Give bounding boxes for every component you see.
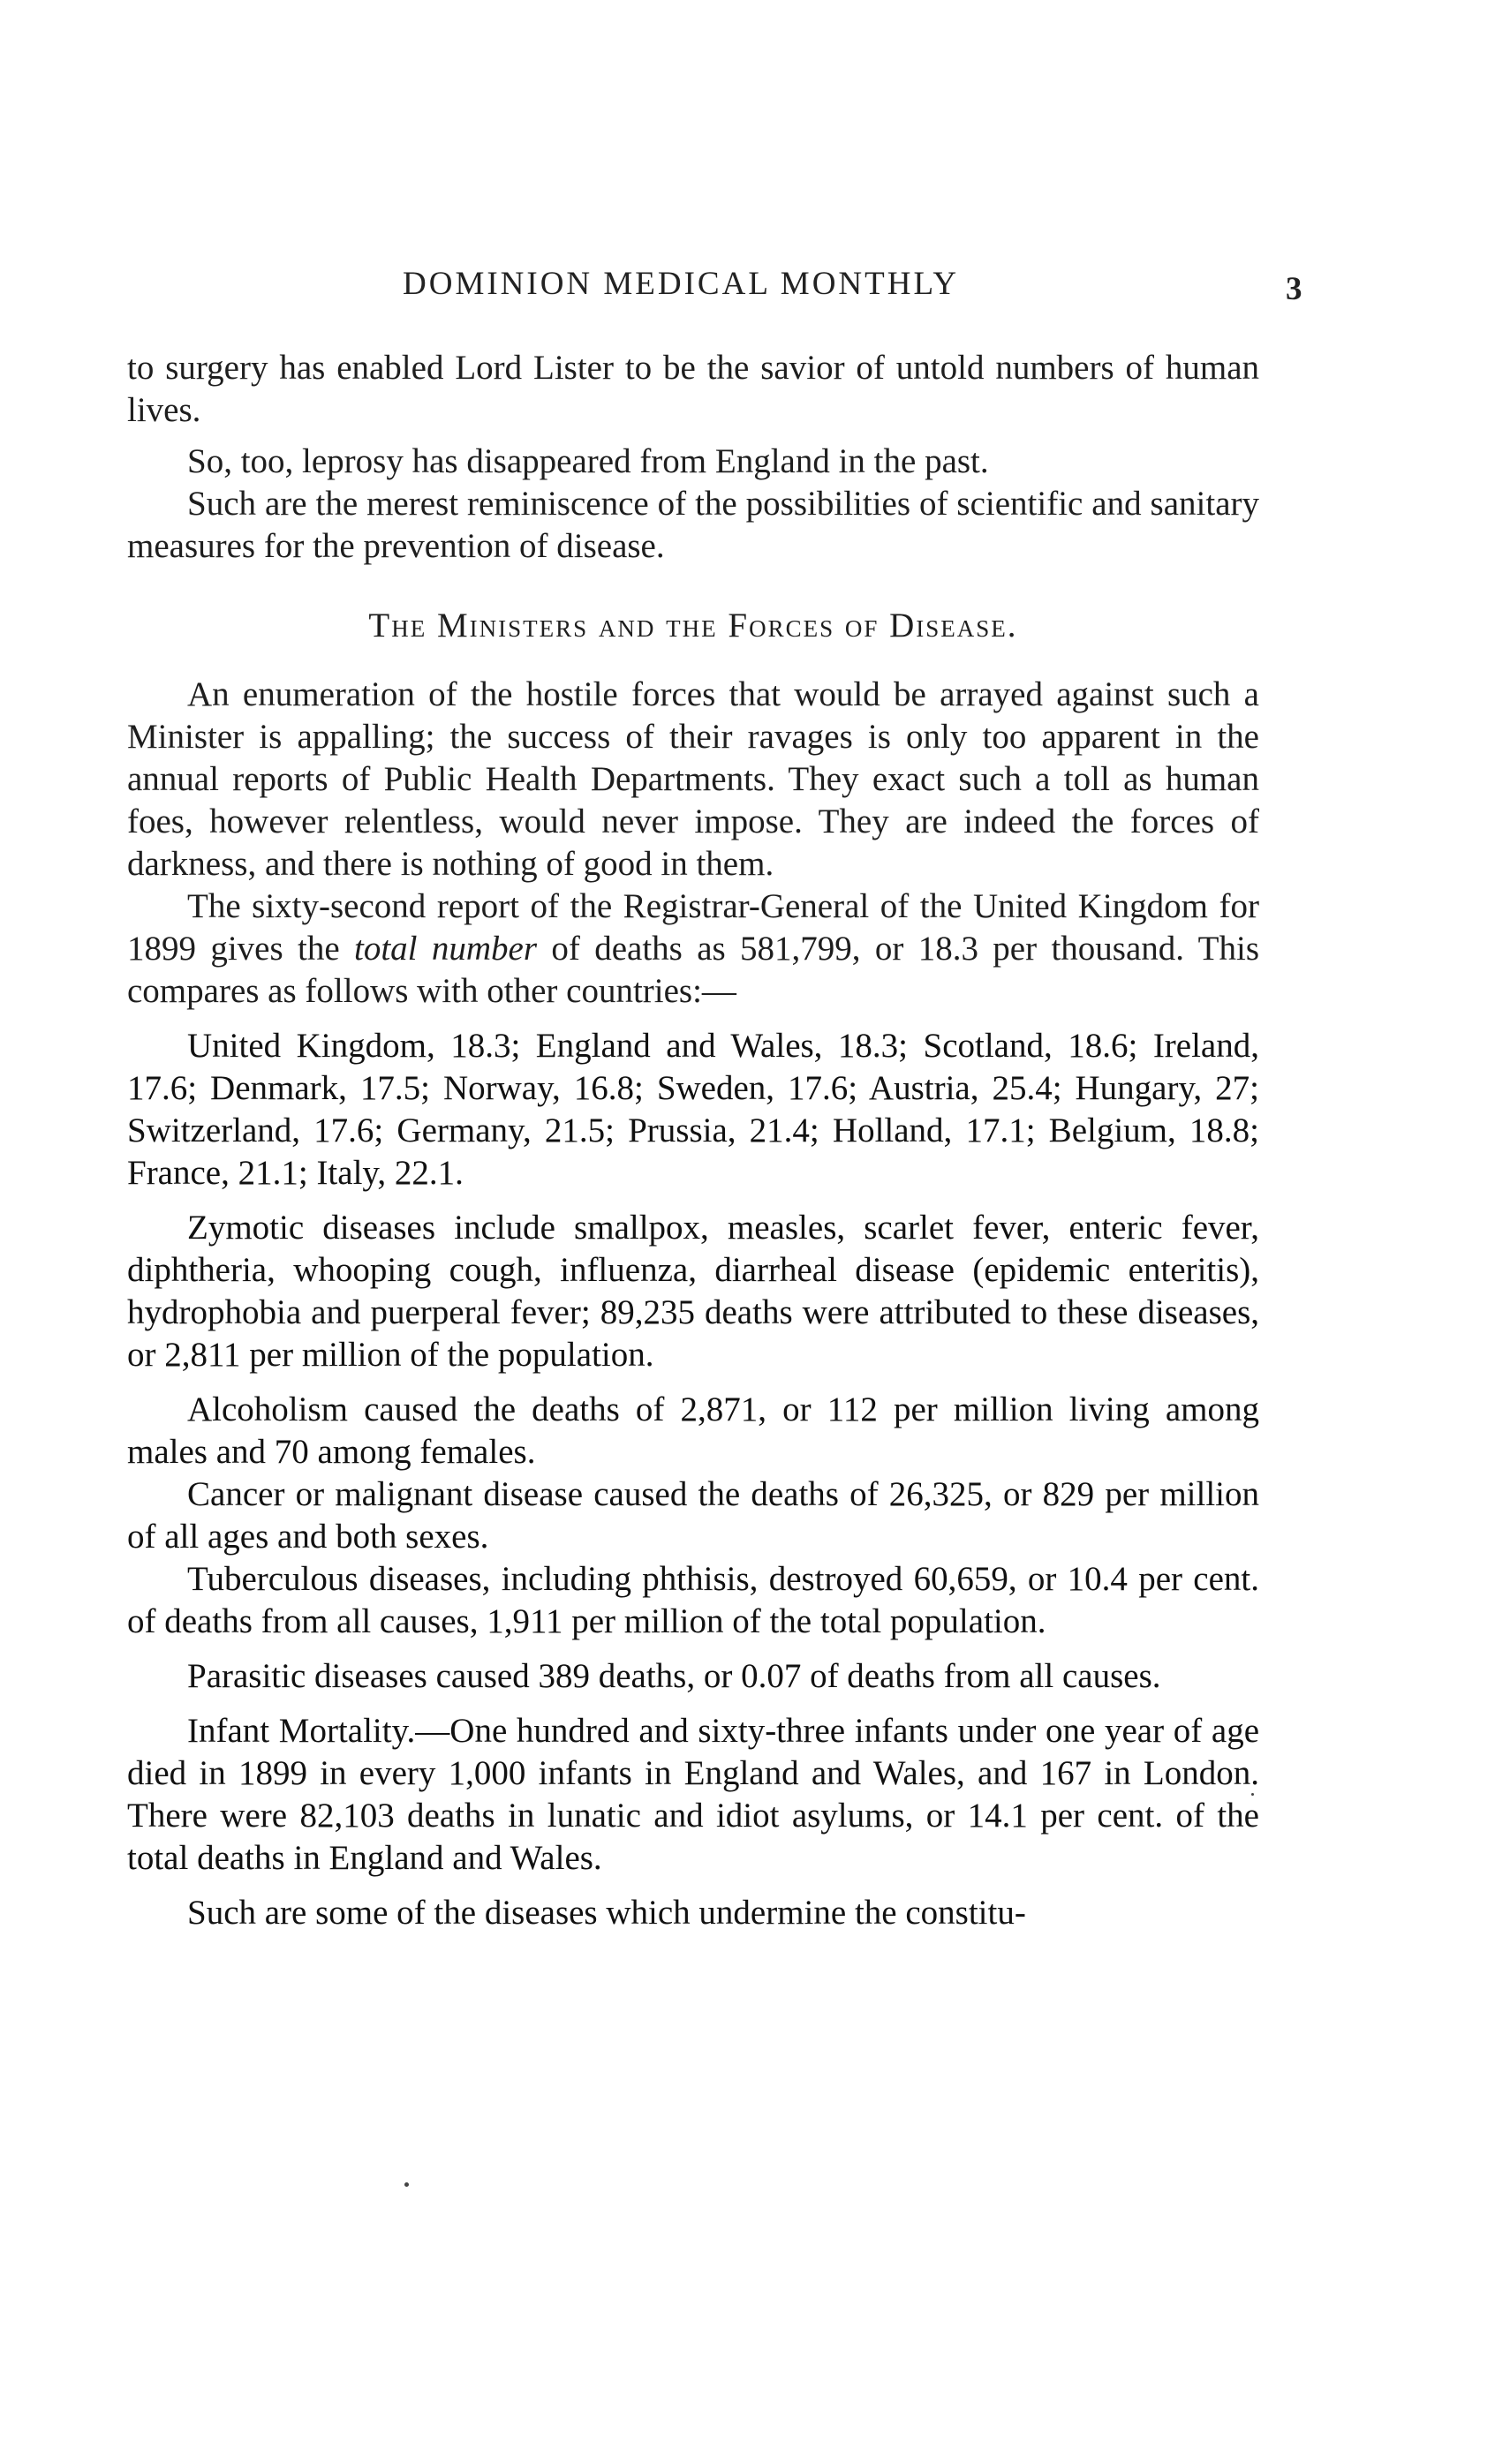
paragraph-parasitic: Parasitic diseases caused 389 deaths, or 0.07 of deaths from all causes. bbox=[187, 1657, 1161, 1695]
page-number: 3 bbox=[1286, 271, 1302, 307]
article-body bbox=[127, 347, 1259, 1934]
paragraph-cancer: Cancer or malignant disease caused the deaths of 26,325, or 829 per million of all ages and both sexes. bbox=[127, 1475, 1259, 1556]
section-heading: The Ministers and the Forces of Disease. bbox=[368, 607, 1018, 644]
paragraph-infant-mortality: Infant Mortality.—One hundred and sixty-three infants under one year of age died in 1899 in every 1,000 infants in England and Wales, and 167 in London. There were 82,103 deaths in lunatic and idiot asylums, or 14.1 per cent. of the total deaths in England and Wales. bbox=[127, 1712, 1259, 1877]
paragraph-alcoholism: Alcoholism caused the deaths of 2,871, or 112 per million living among males and 70 among females. bbox=[127, 1390, 1259, 1471]
paragraph-leprosy: So, too, leprosy has disappeared from England in the past. bbox=[187, 442, 989, 480]
paragraph-enumeration: An enumeration of the hostile forces that would be arrayed against such a Minister is appalling; the success of their ravages is only too apparent in the annual reports of Public Health Departments. They exact such a toll as human foes, however relentless, would never impose. They are indeed the forces of darkness, and there is nothing of good in them. bbox=[127, 675, 1259, 883]
report-text-start: The sixty-second report of the Registrar-General of the United Kingdom for 1899 gives the bbox=[127, 887, 1259, 968]
running-head: DOMINION MEDICAL MONTHLY bbox=[403, 266, 960, 302]
paragraph-registrar-report bbox=[127, 885, 1259, 1013]
paragraph-surgery: to surgery has enabled Lord Lister to be the savior of untold numbers of human lives. bbox=[127, 349, 1259, 429]
print-speck bbox=[404, 2182, 409, 2187]
paragraph-closing: Such are some of the diseases which undermine the constitu- bbox=[187, 1894, 1026, 1932]
print-speck bbox=[1251, 1793, 1254, 1796]
report-text-end: of deaths as 581,799, or 18.3 per thousand. This compares as follows with other countries:— bbox=[127, 930, 1259, 1010]
paragraph-reminiscence: Such are the merest reminiscence of the possibilities of scientific and sanitary measures for the prevention of disease. bbox=[127, 485, 1259, 565]
paragraph-zymotic: Zymotic diseases include smallpox, measles, scarlet fever, enteric fever, diphtheria, whooping cough, influenza, diarrheal disease (epidemic enteritis), hydrophobia and puerperal fever; 89,235 deaths were attributed to these diseases, or 2,811 per million of the population. bbox=[127, 1209, 1259, 1374]
paragraph-country-rates: United Kingdom, 18.3; England and Wales, 18.3; Scotland, 18.6; Ireland, 17.6; Denmark, 17.5; Norway, 16.8; Sweden, 17.6; Austria, 25.4; Hungary, 27; Switzerland, 17.6; Germany, 21.5; Prussia, 21.4; Holland, 17.1; Belgium, 18.8; France, 21.1; Italy, 22.1. bbox=[127, 1027, 1259, 1192]
emphasis-total-number: total number bbox=[354, 930, 538, 968]
paragraph-tuberculous: Tuberculous diseases, including phthisis, destroyed 60,659, or 10.4 per cent. of deaths from all causes, 1,911 per million of the total population. bbox=[127, 1560, 1259, 1640]
